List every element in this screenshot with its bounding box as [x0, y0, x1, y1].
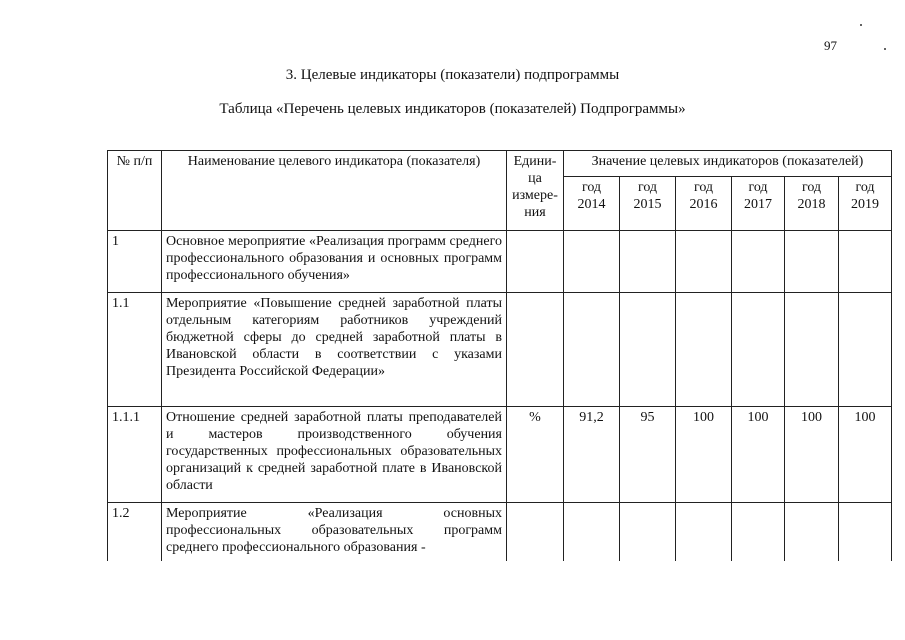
row-num: 1.1.1 [108, 407, 162, 503]
row-value [839, 503, 892, 561]
indicators-table [107, 150, 892, 561]
table-row [108, 231, 892, 293]
header-year: год 2014 [564, 177, 620, 231]
section-title: 3. Целевые индикаторы (показатели) подпрограммы [285, 67, 620, 83]
row-value [785, 503, 839, 561]
row-value [839, 231, 892, 293]
header-num: № п/п [108, 151, 162, 231]
row-value: 100 [785, 407, 839, 503]
row-num: 1.2 [108, 503, 162, 561]
row-unit [507, 503, 564, 561]
row-name: Отношение средней заработной платы преподавателей и мастеров производственного обучения государственных профессиональных образовательных организаций к средней заработной плате в Ивановской области [162, 407, 507, 503]
header-name: Наименование целевого индикатора (показателя) [162, 151, 507, 231]
row-value [839, 293, 892, 407]
row-num: 1.1 [108, 293, 162, 407]
row-value [732, 231, 785, 293]
row-value [676, 293, 732, 407]
row-value: 91,2 [564, 407, 620, 503]
row-value [620, 293, 676, 407]
row-value: 100 [732, 407, 785, 503]
header-row [108, 151, 892, 177]
header-year: год 2018 [785, 177, 839, 231]
row-value [785, 293, 839, 407]
table-row [108, 293, 892, 407]
row-value [564, 503, 620, 561]
row-unit: % [507, 407, 564, 503]
header-unit: Едини-ца измере-ния [507, 151, 564, 231]
row-value [620, 503, 676, 561]
row-value [676, 503, 732, 561]
row-value: 100 [839, 407, 892, 503]
table-row [108, 503, 892, 561]
row-value [620, 231, 676, 293]
table-row [108, 407, 892, 503]
row-value [564, 231, 620, 293]
header-year: год 2015 [620, 177, 676, 231]
row-name: Мероприятие «Реализация основных профессиональных образовательных программ среднего профессионального образования - [162, 503, 507, 561]
header-year: год 2019 [839, 177, 892, 231]
scan-speck [860, 24, 862, 26]
table-caption: Таблица «Перечень целевых индикаторов (показателей) Подпрограммы» [219, 101, 686, 117]
row-name: Основное мероприятие «Реализация программ среднего профессионального образования и основных программ профессионального обучения» [162, 231, 507, 293]
row-value: 100 [676, 407, 732, 503]
row-value [785, 231, 839, 293]
header-year: год 2016 [676, 177, 732, 231]
row-value [564, 293, 620, 407]
row-unit [507, 293, 564, 407]
row-name: Мероприятие «Повышение средней заработной платы отдельным категориям работников учреждений бюджетной сферы до средней заработной платы в Ивановской области в соответствии с указами Президента Российской Федерации» [162, 293, 507, 407]
scan-speck [884, 48, 886, 50]
row-value [732, 293, 785, 407]
page-number: 97 [824, 38, 837, 53]
header-values-group: Значение целевых индикаторов (показателей) [564, 151, 892, 177]
row-value [676, 231, 732, 293]
header-year: год 2017 [732, 177, 785, 231]
row-value: 95 [620, 407, 676, 503]
row-unit [507, 231, 564, 293]
row-num: 1 [108, 231, 162, 293]
row-value [732, 503, 785, 561]
